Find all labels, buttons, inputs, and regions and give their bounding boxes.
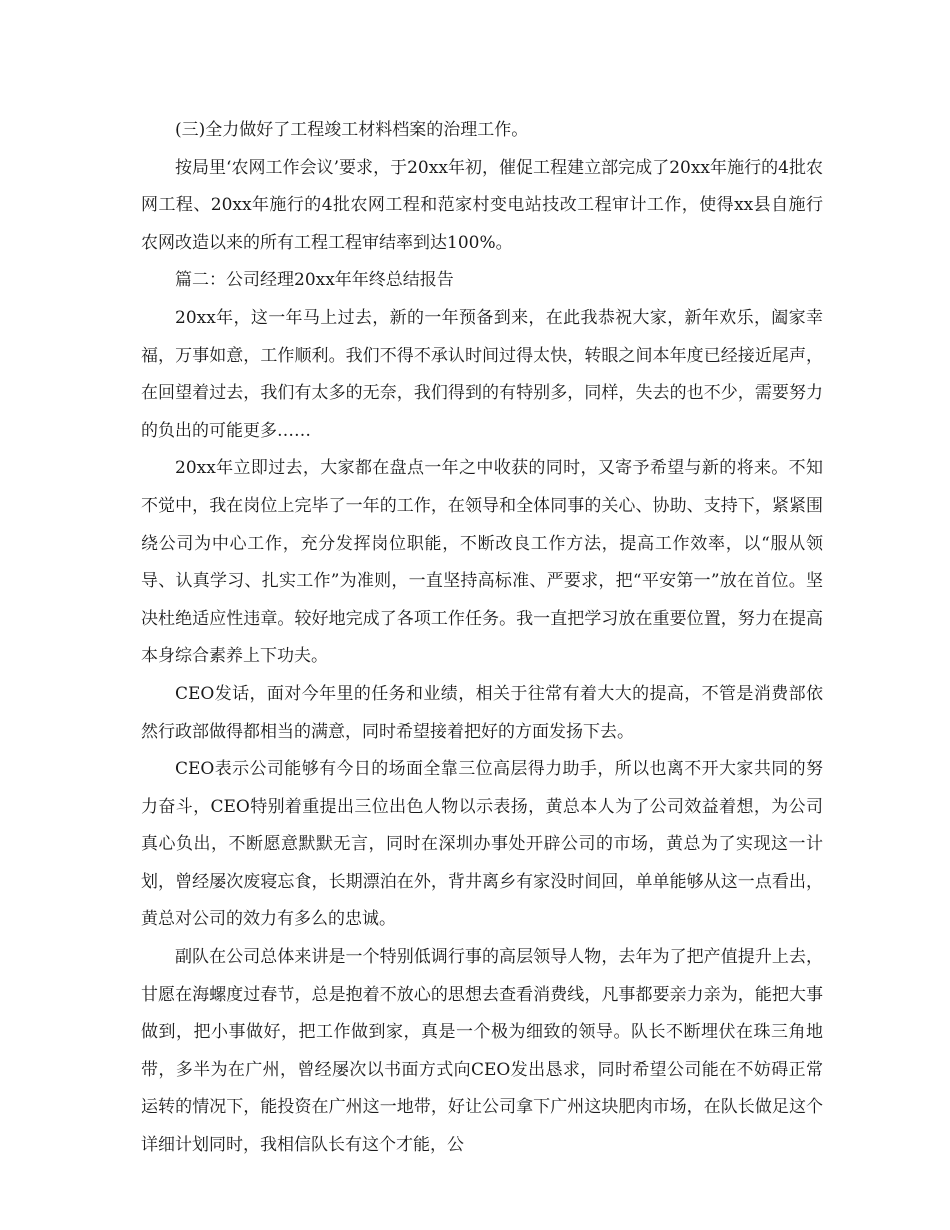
paragraph-new-year: 20xx年，这一年马上过去，新的一年预备到来，在此我恭祝大家，新年欢乐，阖家幸福，万事如意，工作顺利。我们不得不承认时间过得太快，转眼之间本年度已经接近尾声，在回望着过去，我们有太多的无奈，我们得到的有特别多，同样，失去的也不少，需要努力的负出的可能更多…… [141, 307, 823, 441]
paragraph-year-review: 20xx年立即过去，大家都在盘点一年之中收获的同时，又寄予希望与新的将来。不知不觉中，我在岗位上完毕了一年的工作，在领导和全体同事的关心、协助、支持下，紧紧围绕公司为中心工作，充分发挥岗位职能，不断改良工作方法，提高工作效率，以“服从领导、认真学习、扎实工作”为准则，一直坚持高标准、严要求，把“平安第一”放在首位。坚决杜绝适应性违章。较好地完成了各项工作任务。我一直把学习放在重要位置，努力在提高本身综合素养上下功夫。 [141, 458, 823, 667]
paragraph-ceo-praise: CEO表示公司能够有今日的场面全靠三位高层得力助手，所以也离不开大家共同的努力奋斗，CEO特别着重提出三位出色人物以示表扬，黄总本人为了公司效益着想，为公司真心负出，不断愿意默默无言，同时在深圳办事处开辟公司的市场，黄总为了实现这一计划，曾经屡次废寝忘食，长期漂泊在外，背井离乡有家没时间回，单单能够从这一点看出，黄总对公司的效力有多么的忠诚。 [141, 759, 823, 930]
document-page [141, 112, 823, 1165]
paragraph-audit: 按局里‘农网工作会议’要求，于20xx年初，催促工程建立部完成了20xx年施行的4批农网工程、20xx年施行的4批农网工程和范家村变电站技改工程审计工作，使得xx县自施行农网改造以来的所有工程工程审结率到达100%。 [141, 157, 823, 253]
section-heading-archive: (三)全力做好了工程竣工材料档案的治理工作。 [175, 120, 529, 140]
chapter-title: 篇二：公司经理20xx年年终总结报告 [175, 270, 454, 291]
paragraph-deputy-leader: 副队在公司总体来讲是一个特别低调行事的高层领导人物，去年为了把产值提升上去，甘愿在海螺度过春节，总是抱着不放心的思想去查看消费线，凡事都要亲力亲为，能把大事做到，把小事做好，把工作做到家，真是一个极为细致的领导。队长不断埋伏在珠三角地带，多半为在广州，曾经屡次以书面方式向CEO发出恳求，同时希望公司能在不妨碍正常运转的情况下，能投资在广州这一地带，好让公司拿下广州这块肥肉市场，在队长做足这个详细计划同时，我相信队长有这个才能，公 [141, 947, 823, 1156]
paragraph-ceo-remarks: CEO发话，面对今年里的任务和业绩，相关于往常有着大大的提高，不管是消费部依然行政部做得都相当的满意，同时希望接着把好的方面发扬下去。 [141, 683, 823, 742]
